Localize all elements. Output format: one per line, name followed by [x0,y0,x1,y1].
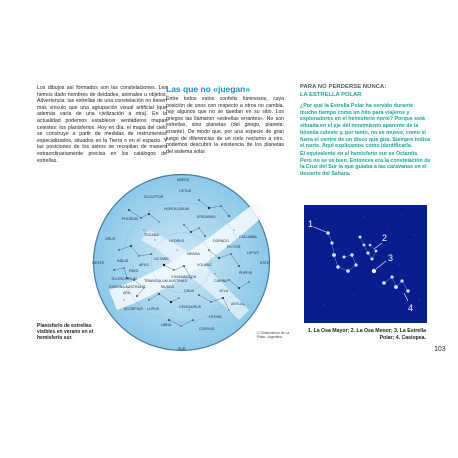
label-musca: MUSCA [161,285,174,289]
compass-north: NORTE [177,178,190,182]
label-pavo: PAVO [129,269,139,273]
label-eridanus: ERIDANUS [197,215,216,219]
southern-paragraph: El equivalente en el hemisferio sur es Octantis. Pero no se ve bien. Entonces era la constelación de la Cruz del Sur la que guiaba a las caravanas en el desierto del Sahara. [300,150,431,178]
compass-west: OESTE [92,261,105,265]
label-4: 4 [408,303,414,313]
label-scorpius: SCORPIUS [124,307,143,311]
page-number: 103 [434,346,446,353]
label-indus: INDUS [117,259,129,263]
label-1: 1 [308,219,314,229]
label-grus: GRUS [105,237,116,241]
sidebar-text [300,103,431,179]
sidebar-heading: LA ESTRELLA POLAR [300,92,362,98]
label-volans: VOLANS [197,263,212,267]
label-lepus: LEPUS [247,251,259,255]
label-libra: LIBRA [161,323,172,327]
label-horologium: HOROLOGIUM [164,207,189,211]
night-sky-photo [304,205,427,323]
label-corona-australis: CORONA AUSTRALIS [109,285,146,289]
label-crux: CRUX [184,289,195,293]
label-phoenix: PHOENIX [122,217,139,221]
label-chamaeleon: CHAMAELEON [171,275,197,279]
label-apus: APUS [139,263,149,267]
label-centaurus: CENTAURUS [179,305,202,309]
compass-south: SUR [178,347,186,351]
sidebar-kicker: PARA NO PERDERSE NUNCA: [300,84,387,90]
label-pictor: PICTOR [227,245,241,249]
label-3: 3 [388,253,394,263]
label-cetus: CETUS [179,189,192,193]
label-telescopium: TELESCOPIUM [111,277,137,281]
label-hydrus: HYDRUS [169,239,185,243]
planets-paragraph: Entre todos estos confetis luminosos, cuya posición de unos con respecto a otros no cambia, hay algunos que no se quedan en su sitio. Los griegos las llamaron «estrellas errantes». No son estrellas, sino planetas (del griego, planeta: errante). De modo que, por una especie de gran juego de diferencias de un cielo nocturno a otro, podemos descubrir la existencia de los planetas del sistema solar. [166,96,284,155]
compass-east: ESTE [260,261,270,265]
label-columba: COLUMBA [239,235,257,239]
chart-caption: Planisferio de estrellas visibles en verano en el hemisferio sur. [37,323,94,341]
label-hydra: HYDRA [209,315,222,319]
polaris-paragraph: ¿Por qué la Estrella Polar ha servido durante mucho tiempo como un hito para viajeros y exploradores en el hemisferio norte? Porque está situada en el eje del movimiento aparente de la bóveda celeste y, por tanto, no se mueve, como si fuera el centro de un disco que gira. Siempre indica el norte. Aquí explicamos cómo identificarla. [300,103,431,150]
label-carina: CARINA [214,279,228,283]
label-lupus: LUPUS [147,307,159,311]
label-octans: OCTANS [154,257,169,261]
photo-caption: 1. La Osa Mayor; 2. La Osa Menor; 3. La Estrella Polar; 4. Casiopea. [307,328,426,341]
label-mensa: MENSA [187,252,200,256]
label-2: 2 [382,233,388,243]
intro-paragraph: Los dibujos así formados son las constelaciones. Les hemos dado nombres de deidades, animales u objetos. Advertencia: las estrellas de una constelación no tienen más vínculo que una agrupación visual artificial (que además varía de una civilización a otra). En la actualidad podemos establecer verdaderos mapas celestes: los planisferios. Hoy en día, el mapa del cielo se construye a partir de medidas de instrumentos especializados, situados en la Tierra o en el espacio. Y las posiciones de los astros se recopilan de manera extraordinariamente precisa en los catálogos de estrellas. [37,85,167,164]
label-tucana: TUCANA [144,233,159,237]
polaris-star [372,269,376,273]
label-puppis: PUPPIS [239,271,253,275]
label-antlia: ANTLIA [231,302,244,306]
label-vela: VELA [219,289,229,293]
label-triangulum-australe: TRIANGULUM AUSTRALE [144,279,188,283]
section-title: Las que no «juegan» [166,84,251,94]
label-ara: ARA [123,291,131,295]
label-corvus: CORVUS [199,327,215,331]
label-dorado: DORADO [213,239,229,243]
chart-credit: © Observatorio de La Plata - Argentina [257,331,290,340]
planisphere-chart [89,170,274,355]
label-sculptor: SCULPTOR [144,195,164,199]
